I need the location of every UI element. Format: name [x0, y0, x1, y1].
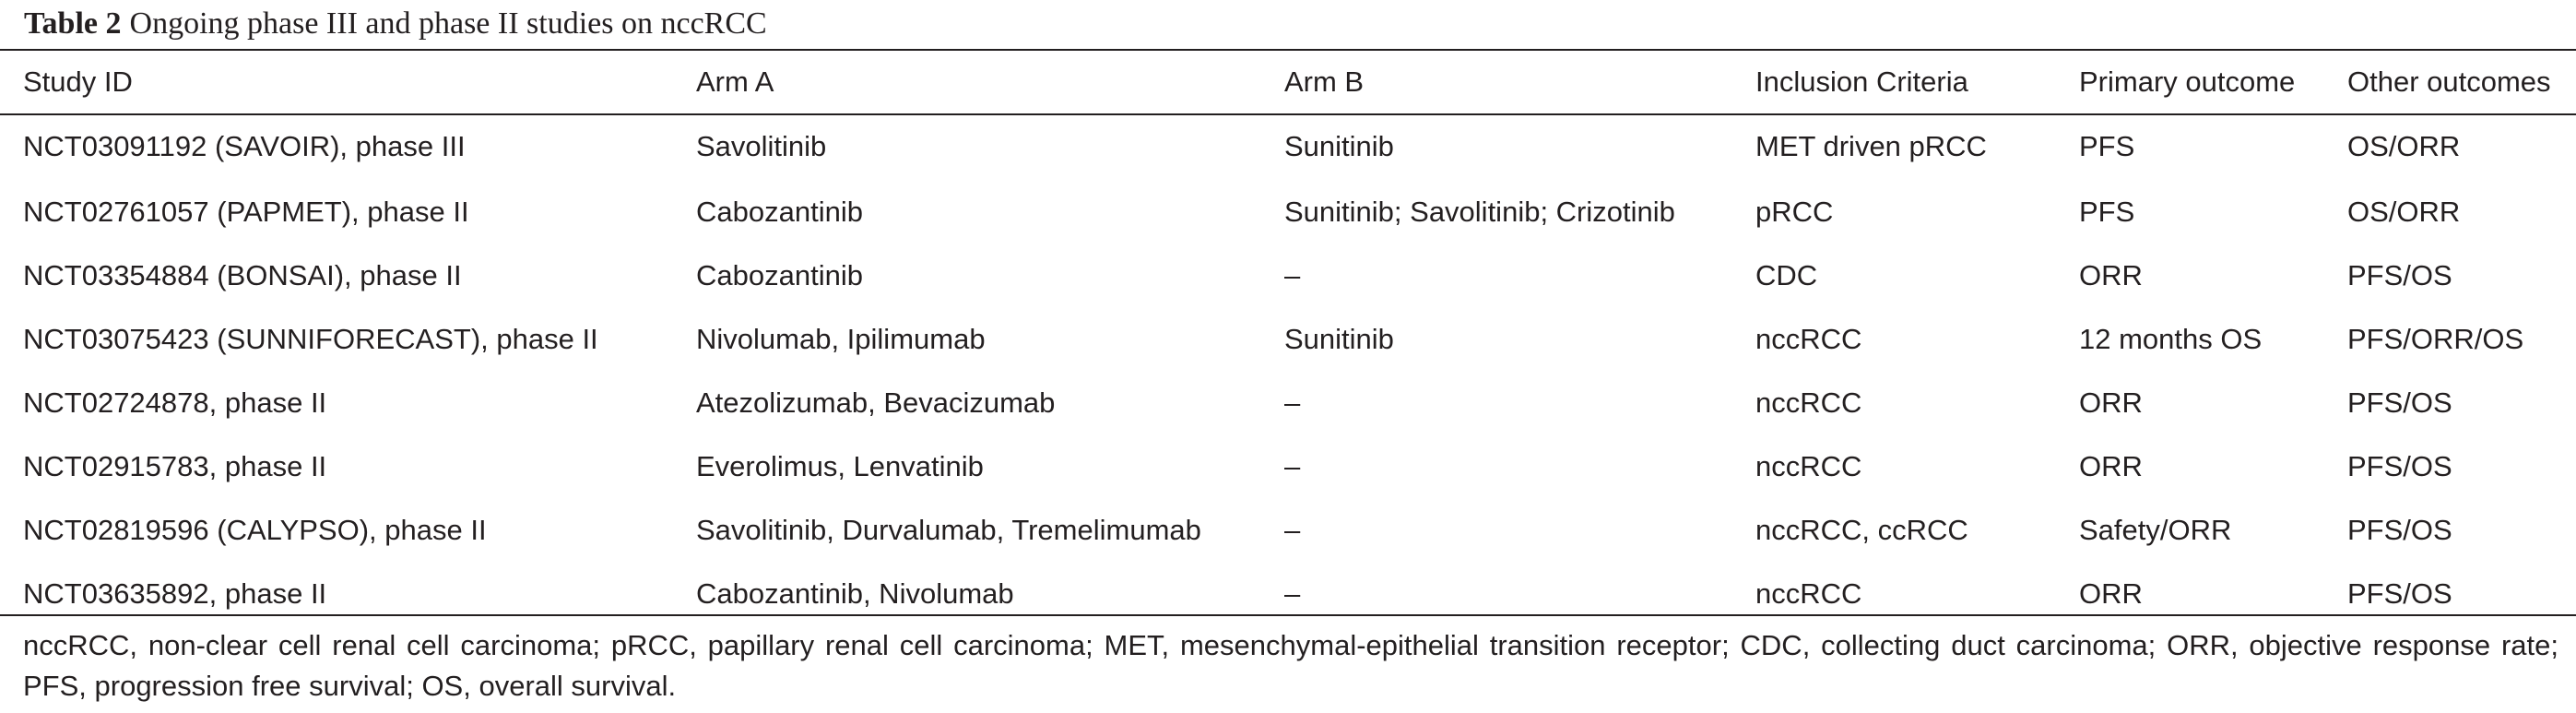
cell-study-id: NCT02724878, phase II — [23, 386, 327, 419]
cell-other-outcomes: PFS/OS — [2347, 513, 2452, 546]
table-header-row — [0, 51, 2576, 113]
cell-inclusion-criteria: nccRCC — [1755, 322, 1862, 355]
cell-primary-outcome: PFS — [2079, 195, 2135, 228]
table-row — [0, 434, 2576, 498]
column-header-other-outcomes: Other outcomes — [2347, 65, 2551, 98]
table-row — [0, 498, 2576, 562]
cell-other-outcomes: PFS/ORR/OS — [2347, 322, 2524, 355]
table-row — [0, 244, 2576, 307]
cell-arm-b: – — [1284, 258, 1301, 291]
cell-primary-outcome: ORR — [2079, 449, 2143, 482]
cell-study-id: NCT03635892, phase II — [23, 576, 327, 610]
studies-table — [0, 51, 2576, 625]
cell-arm-b: Sunitinib; Savolitinib; Crizotinib — [1284, 195, 1675, 228]
cell-study-id: NCT02915783, phase II — [23, 449, 327, 482]
cell-inclusion-criteria: nccRCC — [1755, 386, 1862, 419]
cell-inclusion-criteria: nccRCC — [1755, 576, 1862, 610]
table-row — [0, 371, 2576, 434]
cell-arm-a: Atezolizumab, Bevacizumab — [696, 386, 1056, 419]
column-header-primary-outcome: Primary outcome — [2079, 65, 2296, 98]
cell-arm-a: Nivolumab, Ipilimumab — [696, 322, 986, 355]
cell-arm-a: Cabozantinib — [696, 195, 863, 228]
table-caption-label: Table 2 — [24, 6, 122, 41]
cell-study-id: NCT03075423 (SUNNIFORECAST), phase II — [23, 322, 598, 355]
table-caption-text: Ongoing phase III and phase II studies on nccRCC — [129, 6, 767, 41]
cell-arm-a: Cabozantinib — [696, 258, 863, 291]
cell-inclusion-criteria: nccRCC — [1755, 449, 1862, 482]
table-footnote: nccRCC, non-clear cell renal cell carcinoma; pRCC, papillary renal cell carcinoma; MET, mesenchymal-epithelial transition receptor; CDC, collecting duct carcinoma; ORR, objective response rate; PFS, progression free survival; OS, overall survival. — [23, 629, 2558, 702]
cell-study-id: NCT02819596 (CALYPSO), phase II — [23, 513, 487, 546]
column-header-arm-b: Arm B — [1284, 65, 1365, 98]
cell-study-id: NCT03354884 (BONSAI), phase II — [23, 258, 462, 291]
column-header-arm-a: Arm A — [696, 65, 774, 98]
cell-inclusion-criteria: CDC — [1755, 258, 1818, 291]
column-header-inclusion-criteria: Inclusion Criteria — [1755, 65, 1968, 98]
cell-arm-a: Cabozantinib, Nivolumab — [696, 576, 1014, 610]
cell-other-outcomes: PFS/OS — [2347, 386, 2452, 419]
cell-primary-outcome: Safety/ORR — [2079, 513, 2232, 546]
cell-arm-b: – — [1284, 513, 1301, 546]
cell-arm-b: – — [1284, 386, 1301, 419]
cell-arm-a: Savolitinib — [696, 130, 827, 162]
cell-primary-outcome: ORR — [2079, 386, 2143, 419]
cell-primary-outcome: ORR — [2079, 258, 2143, 291]
cell-inclusion-criteria: nccRCC, ccRCC — [1755, 513, 1968, 546]
cell-inclusion-criteria: pRCC — [1755, 195, 1834, 228]
cell-arm-b: – — [1284, 449, 1301, 482]
table-caption — [24, 4, 767, 44]
column-header-study-id: Study ID — [23, 65, 133, 98]
cell-other-outcomes: OS/ORR — [2347, 130, 2461, 162]
cell-primary-outcome: 12 months OS — [2079, 322, 2263, 355]
cell-study-id: NCT02761057 (PAPMET), phase II — [23, 195, 469, 228]
cell-study-id: NCT03091192 (SAVOIR), phase III — [23, 130, 466, 162]
cell-arm-a: Everolimus, Lenvatinib — [696, 449, 984, 482]
cell-other-outcomes: PFS/OS — [2347, 576, 2452, 610]
cell-other-outcomes: OS/ORR — [2347, 195, 2461, 228]
table-row — [0, 307, 2576, 371]
cell-arm-a: Savolitinib, Durvalumab, Tremelimumab — [696, 513, 1201, 546]
cell-arm-b: Sunitinib — [1284, 130, 1394, 162]
cell-primary-outcome: ORR — [2079, 576, 2143, 610]
table-bottom-rule — [0, 614, 2576, 616]
cell-arm-b: Sunitinib — [1284, 322, 1394, 355]
table-row — [0, 180, 2576, 244]
cell-inclusion-criteria: MET driven pRCC — [1755, 130, 1987, 162]
cell-other-outcomes: PFS/OS — [2347, 258, 2452, 291]
cell-arm-b: – — [1284, 576, 1301, 610]
cell-other-outcomes: PFS/OS — [2347, 449, 2452, 482]
cell-primary-outcome: PFS — [2079, 130, 2135, 162]
table-row — [0, 113, 2576, 180]
